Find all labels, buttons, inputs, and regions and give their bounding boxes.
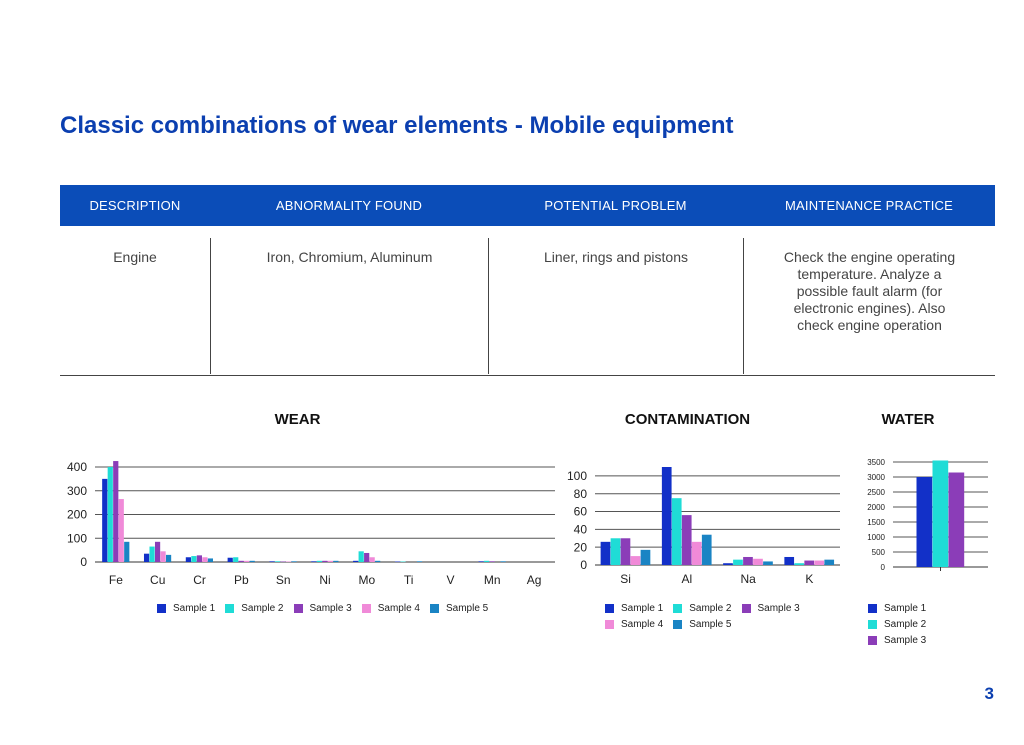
y-tick-label: 200 <box>66 507 87 522</box>
x-tick-label: Si <box>620 572 631 586</box>
bar <box>672 498 682 565</box>
legend-item <box>157 603 215 614</box>
bar <box>191 556 196 562</box>
x-tick-label: Ag <box>526 573 542 587</box>
bar <box>239 561 244 562</box>
legend-swatch <box>225 604 234 613</box>
x-tick-label: Mn <box>483 573 501 587</box>
bar <box>124 542 129 562</box>
legend-label: Sample 4 <box>621 619 664 630</box>
x-tick-label: Na <box>740 572 756 586</box>
legend-label: Sample 1 <box>173 603 216 614</box>
legend-item <box>742 603 800 614</box>
x-tick-label: V <box>446 573 455 587</box>
legend-label: Sample 4 <box>377 603 420 614</box>
legend-label: Sample 5 <box>446 603 489 614</box>
x-tick-label: Pb <box>234 573 249 587</box>
legend-swatch <box>673 604 682 613</box>
legend-item <box>868 619 926 630</box>
y-tick-label: 1000 <box>867 532 885 542</box>
bar <box>484 561 489 562</box>
bar <box>353 561 358 562</box>
x-tick-label: Al <box>681 572 693 586</box>
bar <box>723 563 733 565</box>
legend-label: Sample 5 <box>689 619 732 630</box>
legend-swatch <box>742 604 751 613</box>
bar <box>291 561 296 562</box>
legend-swatch <box>868 604 877 613</box>
y-tick-label: 3000 <box>867 472 885 482</box>
bar <box>621 538 631 565</box>
legend-swatch <box>294 604 303 613</box>
bar <box>333 561 338 562</box>
legend-swatch <box>868 620 877 629</box>
bar <box>113 461 118 562</box>
legend-swatch <box>605 604 614 613</box>
bar <box>375 561 380 562</box>
water-legend <box>868 603 1003 646</box>
bar <box>317 561 322 562</box>
legend-item <box>362 603 420 614</box>
cell-description: Engine <box>113 249 157 265</box>
y-tick-label: 1500 <box>867 517 885 527</box>
bar <box>702 535 712 565</box>
y-tick-label: 0 <box>80 555 87 570</box>
bar <box>269 561 274 562</box>
x-tick-label: Mo <box>358 573 376 587</box>
contamination-chart <box>560 455 850 590</box>
bar <box>611 538 621 565</box>
x-tick-label: Fe <box>108 573 123 587</box>
page-title: Classic combinations of wear elements - Mobile equipment <box>60 112 734 139</box>
y-tick-label: 500 <box>871 547 885 557</box>
bar <box>197 555 202 562</box>
legend-label: Sample 2 <box>884 619 927 630</box>
bar <box>917 477 933 567</box>
bar <box>743 557 753 565</box>
bar <box>400 562 405 563</box>
y-tick-label: 80 <box>573 486 587 501</box>
y-tick-label: 2000 <box>867 502 885 512</box>
bar <box>763 561 773 565</box>
header-abnormality: ABNORMALITY FOUND <box>275 198 423 213</box>
y-tick-label: 100 <box>66 531 87 546</box>
bar <box>364 553 369 562</box>
legend-item <box>673 619 731 630</box>
bar <box>311 561 316 562</box>
legend-label: Sample 3 <box>757 603 800 614</box>
bar <box>208 558 213 562</box>
contamination-legend <box>605 603 820 630</box>
bar <box>102 479 107 562</box>
bar <box>286 562 291 563</box>
wear-legend <box>157 603 557 614</box>
wear-chart-title: WEAR <box>274 411 321 428</box>
cell-problem: Liner, rings and pistons <box>488 238 743 374</box>
bar <box>692 542 702 565</box>
x-tick-label: Sn <box>275 573 291 587</box>
y-tick-label: 20 <box>573 540 587 555</box>
contamination-chart-title: CONTAMINATION <box>624 411 751 428</box>
bar <box>933 461 949 568</box>
x-tick-label: K <box>805 572 814 586</box>
legend-item <box>225 603 283 614</box>
legend-item <box>868 603 926 614</box>
bar <box>794 563 804 565</box>
table-row <box>60 238 995 376</box>
bar <box>228 558 233 562</box>
bar <box>166 555 171 562</box>
bar <box>149 547 154 562</box>
bar <box>160 551 165 562</box>
legend-item <box>605 603 663 614</box>
y-tick-label: 100 <box>566 469 587 484</box>
bar <box>144 554 149 562</box>
bar <box>784 557 794 565</box>
bar <box>186 557 191 562</box>
table-header <box>60 185 995 226</box>
legend-swatch <box>673 620 682 629</box>
y-tick-label: 300 <box>66 483 87 498</box>
water-chart-title: WATER <box>881 411 935 428</box>
header-practice: MAINTENANCE PRACTICE <box>785 198 953 213</box>
y-tick-label: 400 <box>66 460 87 475</box>
bar <box>233 557 238 562</box>
cell-practice: Check the engine operating temperature. Analyze a possible fault alarm (for electronic engines). Also check engine operation <box>743 238 995 374</box>
bar <box>119 499 124 562</box>
y-tick-label: 2500 <box>867 487 885 497</box>
legend-item <box>868 635 926 646</box>
legend-swatch <box>157 604 166 613</box>
cell-abnormality: Iron, Chromium, Aluminum <box>210 238 488 374</box>
x-tick-label: Cu <box>150 573 166 587</box>
legend-swatch <box>605 620 614 629</box>
bar <box>108 467 113 562</box>
bar <box>682 515 692 565</box>
bar <box>370 557 375 562</box>
x-tick-label: Ni <box>319 573 331 587</box>
bar <box>479 561 484 562</box>
legend-item <box>605 619 663 630</box>
bar <box>322 561 327 562</box>
bar <box>280 562 285 563</box>
legend-label: Sample 3 <box>309 603 352 614</box>
bar <box>662 467 672 565</box>
y-tick-label: 60 <box>573 504 587 519</box>
bar <box>244 561 249 562</box>
x-tick-label: Cr <box>193 573 206 587</box>
page-number: 3 <box>984 684 994 703</box>
bar <box>328 561 333 562</box>
bar <box>601 542 611 565</box>
wear-chart <box>50 455 555 590</box>
bar <box>949 473 965 568</box>
legend-label: Sample 3 <box>884 635 927 646</box>
bar <box>490 561 495 562</box>
bar <box>753 559 763 565</box>
x-tick-label: Ti <box>403 573 414 587</box>
legend-swatch <box>430 604 439 613</box>
header-problem: POTENTIAL PROBLEM <box>544 198 687 213</box>
bar <box>417 561 422 562</box>
legend-item <box>673 603 731 614</box>
y-tick-label: 0 <box>580 558 587 573</box>
y-tick-label: 3500 <box>867 457 885 467</box>
bar <box>733 560 743 565</box>
bar <box>275 561 280 562</box>
bar <box>641 550 651 565</box>
bar <box>359 551 364 562</box>
bar <box>250 561 255 562</box>
water-chart <box>855 455 995 575</box>
legend-swatch <box>362 604 371 613</box>
bar <box>155 542 160 562</box>
legend-swatch <box>868 636 877 645</box>
y-tick-label: 0 <box>880 562 885 572</box>
header-description: DESCRIPTION <box>89 198 181 213</box>
y-tick-label: 40 <box>573 522 587 537</box>
bar <box>501 561 506 562</box>
legend-label: Sample 1 <box>621 603 664 614</box>
bar <box>824 560 834 565</box>
legend-label: Sample 1 <box>884 603 927 614</box>
legend-item <box>294 603 352 614</box>
legend-label: Sample 2 <box>689 603 732 614</box>
bar <box>395 562 400 563</box>
legend-item <box>430 603 488 614</box>
bar <box>202 557 207 562</box>
bar <box>631 556 641 565</box>
legend-label: Sample 2 <box>241 603 284 614</box>
bar <box>814 561 824 565</box>
bar <box>804 561 814 565</box>
